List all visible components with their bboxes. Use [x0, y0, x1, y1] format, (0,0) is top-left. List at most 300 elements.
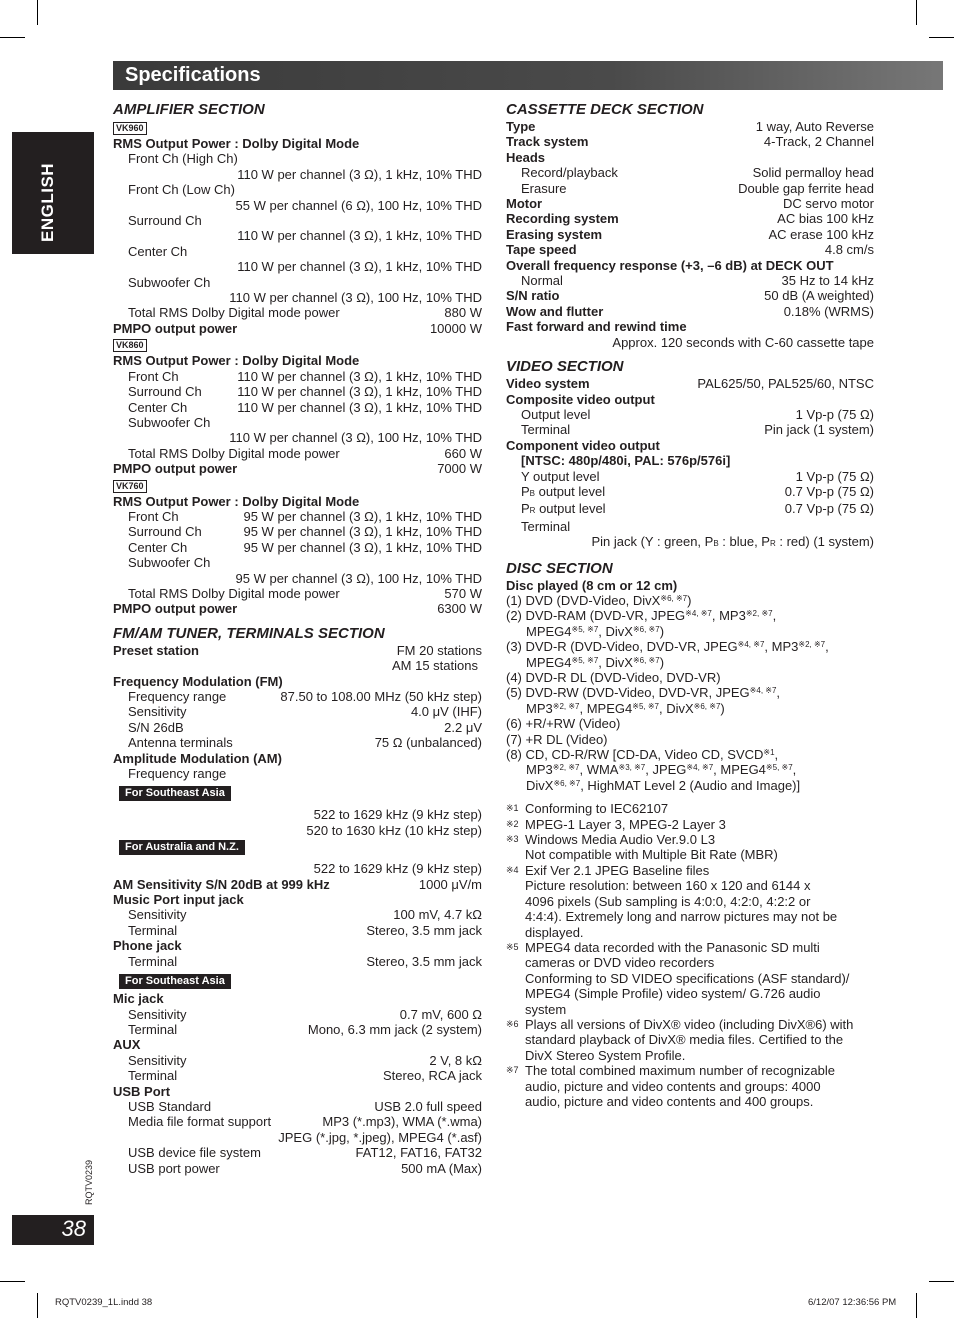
crop-mark [929, 1281, 954, 1282]
footnote-ref: ※5, ※7 [571, 655, 599, 665]
disc-text: MP3 [526, 700, 553, 716]
spec-label: Output level [521, 406, 591, 422]
footnote-line: MPEG4 (Simple Profile) video system/ G.726 audio [525, 986, 821, 1002]
spec-label: Terminal [128, 1021, 178, 1037]
disc-text: , WMA [579, 762, 619, 778]
spec-row [113, 1053, 482, 1068]
footnote-mark: ※4 [506, 864, 519, 875]
spec-label: Frequency range [128, 689, 227, 704]
spec-row [113, 1007, 482, 1022]
spec-row [113, 446, 482, 461]
footnote-line: 4096 pixels (Sub sampling is 4:0:0, 4:2:0, 4:2:2 or [525, 893, 811, 909]
spec-label: Front Ch [128, 368, 179, 384]
spec-value: 0.7 Vp-p (75 Ω) [784, 483, 874, 499]
spec-label: Preset station [113, 642, 199, 658]
disc-item-cont: $MP3^{※2, ※7}$, $WMA^{※3, ※7}$, $JPEG^{※4, ※7}$, $MPEG4^{※5, ※7}$, [526, 762, 797, 778]
spec-row [506, 181, 874, 196]
spec-value: Double gap ferrite head [738, 180, 874, 196]
spec-label: Record/playback [521, 165, 618, 181]
disc-text: , JPEG [645, 762, 687, 778]
spec-value: PAL625/50, PAL525/60, NTSC [697, 376, 874, 392]
rms-title: RMS Output Power : Dolby Digital Mode [113, 136, 360, 151]
component-title: Component video output [506, 437, 660, 453]
footnote-line: 4:4:4). Extremely long and narrow pictures may not be [525, 909, 838, 925]
label-part: output level [535, 483, 606, 499]
spec-label: Center Ch [128, 399, 188, 415]
spec-row [506, 304, 874, 319]
spec-row [113, 540, 482, 555]
spec-value: Approx. 120 seconds with C-60 cassette tape [612, 334, 874, 350]
spec-label: Normal [521, 273, 563, 289]
spec-value: 10000 W [429, 320, 482, 336]
footnote-ref: ※4, ※7 [685, 609, 712, 619]
footnote-line: MPEG-1 Layer 3, MPEG-2 Layer 3 [525, 816, 726, 832]
spec-label: Erasure [521, 180, 567, 196]
spec-label: Center Ch [128, 539, 188, 555]
spec-row [113, 1068, 482, 1083]
spec-value: 110 W per channel (3 Ω), 100 Hz, 10% THD [229, 290, 482, 306]
footnote [506, 817, 874, 832]
spec-row [113, 907, 482, 922]
spec-value: 1 Vp-p (75 Ω) [795, 406, 874, 422]
footnote-ref: ※6, ※7 [553, 778, 581, 788]
footnote-ref: ※2, ※7 [745, 609, 773, 619]
spec-label: Sensitivity [128, 1006, 187, 1022]
aux-title: AUX [113, 1037, 141, 1053]
region-tag: For Southeast Asia [119, 974, 231, 989]
spec-row [113, 1022, 482, 1037]
footnote-line: Windows Media Audio Ver.9.0 L3 [525, 832, 716, 848]
spec-row [113, 524, 482, 539]
title-bar [113, 61, 943, 90]
value-sub: B [713, 539, 719, 549]
footnote-ref: ※4, ※7 [737, 640, 765, 650]
music-port-title: Music Port input jack [113, 892, 244, 908]
footnote-ref: ※6, ※7 [632, 655, 660, 665]
spec-label: Terminal [521, 518, 571, 534]
spec-value: 0.18% (WRMS) [783, 303, 874, 319]
crop-mark [37, 0, 38, 25]
spec-value: FAT12, FAT16, FAT32 [355, 1145, 482, 1161]
spec-label: Video system [506, 376, 590, 392]
spec-value: JPEG (*.jpg, *.jpeg), MPEG4 (*.asf) [278, 1129, 482, 1145]
spec-label: Track system [506, 134, 589, 150]
spec-value: 110 W per channel (3 Ω), 1 kHz, 10% THD [237, 166, 482, 182]
disc-item: (5) DVD-RW (DVD-Video, DVD-VR, $JPEG^{※4, ※7}$, [506, 685, 781, 701]
footnote-ref: ※6, ※7 [693, 701, 721, 711]
value-part: Pin jack (Y : green, P [591, 534, 714, 550]
footnote-ref: ※2, ※7 [798, 640, 826, 650]
disc-item: (1) DVD (DVD-Video, DivX$^{※6, ※7}$) [506, 592, 692, 608]
footnote-mark: ※6 [506, 1018, 519, 1029]
language-label: ENGLISH [38, 162, 57, 242]
spec-row [113, 735, 482, 750]
region-tag: For Southeast Asia [119, 786, 231, 801]
footnote-line: Not compatible with Multiple Bit Rate (MBR) [525, 847, 778, 863]
footnote-text [525, 832, 778, 863]
spec-label: Sensitivity [128, 704, 187, 720]
spec-label: Sensitivity [128, 1052, 187, 1068]
component-subtitle: [NTSC: 480p/480i, PAL: 576p/576i] [521, 453, 731, 469]
spec-value: 95 W per channel (3 Ω), 1 kHz, 10% THD [243, 539, 482, 555]
page-number: 38 [61, 1216, 86, 1241]
spec-label: Erasing system [506, 226, 603, 242]
spec-row [506, 407, 874, 422]
spec-label: Subwoofer Ch [128, 414, 211, 430]
disc-text: , MP3 [764, 639, 799, 655]
footnote-ref: ※4, ※7 [686, 763, 714, 773]
spec-label: PMPO output power [113, 320, 238, 336]
spec-label: Center Ch [128, 243, 188, 259]
spec-label: Subwoofer Ch [128, 274, 211, 290]
spec-label: Sensitivity [128, 907, 187, 923]
footnote-mark: ※2 [506, 818, 519, 829]
footnote-line: MPEG4 data recorded with the Panasonic SD multi [525, 939, 820, 955]
disc-text: , HighMAT Level 2 (Audio and Image)] [580, 777, 801, 793]
spec-value: 2.2 μV [444, 719, 482, 735]
spec-value: Stereo, 3.5 mm jack [366, 922, 482, 938]
spec-label: Front Ch [128, 508, 179, 524]
spec-value: 4-Track, 2 Channel [763, 134, 874, 150]
footnote-line: Plays all versions of DivX® video (including DivX®6) with [525, 1016, 854, 1032]
footnote-line: Picture resolution: between 160 x 120 and 6144 x [525, 878, 811, 894]
disc-text: , DivX [598, 623, 633, 639]
spec-label: Front Ch (Low Ch) [128, 182, 235, 198]
spec-value: 110 W per channel (3 Ω), 1 kHz, 10% THD [237, 399, 482, 415]
value-part: : red) (1 system) [775, 534, 874, 550]
spec-label: Y output level [521, 468, 600, 484]
footnote-ref: ※2, ※7 [552, 763, 580, 773]
spec-value: 87.50 to 108.00 MHz (50 kHz step) [280, 689, 482, 704]
footnote [506, 940, 874, 1017]
spec-row [506, 376, 874, 391]
mic-title: Mic jack [113, 991, 164, 1007]
spec-row [113, 400, 482, 415]
ff-title: Fast forward and rewind time [506, 319, 687, 335]
spec-value: 0.7 mV, 600 Ω [399, 1006, 482, 1022]
disc-item-cont [506, 778, 874, 793]
label-sub: R [529, 506, 536, 516]
spec-label [521, 484, 605, 501]
footnote-ref: ※5, ※7 [571, 624, 599, 634]
footnote-mark: ※3 [506, 834, 519, 845]
crop-mark [916, 1293, 917, 1318]
spec-value: 55 W per channel (6 Ω), 100 Hz, 10% THD [235, 197, 482, 213]
crop-mark [929, 37, 954, 38]
footnote-ref: ※5, ※7 [765, 763, 793, 773]
disc-text: (8) CD, CD-R/RW [CD-DA, Video CD, SVCD [506, 747, 764, 763]
rms-title: RMS Output Power : Dolby Digital Mode [113, 493, 360, 509]
disc-text: MPEG4 [526, 654, 572, 670]
footnote-text [525, 863, 837, 940]
spec-value: 6300 W [437, 601, 482, 617]
footnote-ref: ※1 [763, 748, 775, 758]
disc-played-title: Disc played (8 cm or 12 cm) [506, 577, 678, 593]
spec-value: 1 Vp-p (75 Ω) [795, 468, 874, 484]
spec-label: USB device file system [128, 1145, 261, 1161]
rms-title: RMS Output Power : Dolby Digital Mode [113, 353, 360, 369]
footnote-line: DivX Stereo System Profile. [525, 1047, 686, 1063]
value-sub: R [769, 539, 776, 549]
page-title: Specifications [125, 64, 261, 86]
left-column [113, 101, 482, 1176]
tuner-heading: FM/AM TUNER, TERMINALS SECTION [113, 624, 385, 642]
model-tag-vk960: VK960 [113, 122, 147, 135]
page-number-box [12, 1215, 94, 1245]
label-part: output level [535, 501, 606, 517]
spec-value: Pin jack (1 system) [764, 422, 874, 438]
footnote-ref: ※2, ※7 [552, 701, 580, 711]
disc-text: MP3 [526, 762, 553, 778]
spec-value: 4.8 cm/s [824, 242, 874, 258]
spec-row [506, 227, 874, 242]
spec-value: USB 2.0 full speed [374, 1098, 482, 1114]
spec-value: Mono, 6.3 mm jack (2 system) [307, 1021, 482, 1037]
footnote-line: audio, picture and video contents and 400 groups. [525, 1093, 814, 1109]
spec-label: Terminal [128, 953, 178, 969]
footnote-text [525, 1017, 853, 1063]
label-sub: B [529, 488, 536, 498]
spec-label: Terminal [128, 922, 178, 938]
spec-row [113, 954, 482, 969]
disc-item-cont: $MPEG4^{※5, ※7}$, DivX$^{※6, ※7}$) [526, 623, 665, 639]
disc-text: , MPEG4 [579, 700, 633, 716]
spec-value: 880 W [444, 305, 482, 321]
footer-right: 6/12/07 12:36:56 PM [808, 1297, 897, 1308]
disc-text: (1) DVD (DVD-Video, DivX [506, 592, 661, 608]
footnote-line: The total combined maximum number of recognizable [525, 1063, 835, 1079]
spec-row [506, 211, 874, 226]
footnote-ref: ※6, ※7 [632, 624, 660, 634]
footnote [506, 832, 874, 863]
spec-label: USB port power [128, 1160, 220, 1176]
footnote-line: standard playback of DivX® media files. Certified to the [525, 1032, 844, 1048]
phone-title: Phone jack [113, 938, 182, 954]
footnote-line: cameras or DVD video recorders [525, 955, 715, 971]
spec-value: AC erase 100 kHz [768, 226, 874, 242]
cassette-heading: CASSETTE DECK SECTION [506, 101, 704, 118]
spec-value: DC servo motor [782, 196, 874, 212]
footnote [506, 1063, 874, 1109]
spec-label: S/N ratio [506, 288, 560, 304]
video-heading: VIDEO SECTION [506, 358, 624, 376]
disc-text: , MPEG4 [713, 762, 766, 778]
region-tag: For Australia and N.Z. [119, 840, 245, 855]
spec-value: 95 W per channel (3 Ω), 100 Hz, 10% THD [235, 570, 482, 586]
spec-row [113, 1099, 482, 1114]
spec-row [113, 461, 482, 476]
disc-heading: DISC SECTION [506, 559, 613, 577]
crop-mark [916, 0, 917, 25]
footnote-mark: ※5 [506, 941, 519, 952]
disc-item: (7) +R DL (Video) [506, 731, 608, 747]
spec-label: PMPO output power [113, 601, 238, 617]
spec-row [506, 288, 874, 303]
spec-value: 570 W [444, 585, 482, 601]
spec-row [113, 704, 482, 719]
spec-row [506, 273, 874, 288]
spec-row [506, 484, 874, 501]
disc-text: (2) DVD-RAM (DVD-VR, JPEG [506, 608, 686, 624]
spec-label: Media file format support [128, 1114, 272, 1130]
footnote-ref: ※6, ※7 [660, 593, 688, 603]
usb-title: USB Port [113, 1083, 171, 1099]
spec-value: 110 W per channel (3 Ω), 1 kHz, 10% THD [237, 259, 482, 275]
spec-value: 110 W per channel (3 Ω), 100 Hz, 10% THD [229, 430, 482, 446]
language-tab [12, 132, 94, 254]
spec-label: Surround Ch [128, 213, 202, 229]
spec-value: 110 W per channel (3 Ω), 1 kHz, 10% THD [237, 368, 482, 384]
spec-row [506, 165, 874, 180]
model-tag-vk760: VK760 [113, 480, 147, 493]
spec-label: Tape speed [506, 242, 577, 258]
footnotes [506, 801, 874, 1109]
spec-value [506, 534, 874, 551]
spec-label: Motor [506, 196, 543, 212]
footnote [506, 1017, 874, 1063]
spec-row [113, 509, 482, 524]
spec-label: Surround Ch [128, 524, 202, 540]
footnote-text [525, 801, 668, 816]
disc-text: , MP3 [711, 608, 746, 624]
disc-item: (8) CD, CD-R/RW [CD-DA, Video CD, SVCD$^{※1}$, [506, 747, 779, 763]
spec-label: Antenna terminals [128, 735, 233, 751]
spec-label: USB Standard [128, 1098, 212, 1114]
spec-row [113, 923, 482, 938]
spec-label: PMPO output power [113, 461, 238, 477]
disc-text: , DivX [658, 700, 694, 716]
footnote-text [525, 1063, 835, 1109]
footnote-line: system [525, 1001, 567, 1017]
footnote-line: displayed. [525, 924, 584, 940]
label-part: P [521, 501, 530, 517]
spec-label: Total RMS Dolby Digital mode power [128, 585, 340, 601]
footnote-line: Exif Ver 2.1 JPEG Baseline files [525, 862, 710, 878]
disc-text: (3) DVD-R (DVD-Video, DVD-VR, JPEG [506, 639, 738, 655]
spec-label: Surround Ch [128, 384, 202, 400]
spec-value: 4.0 μV (IHF) [410, 704, 482, 720]
spec-row [506, 242, 874, 257]
footnote-line: audio, picture and video contents and groups: 4000 [525, 1078, 821, 1094]
spec-row [113, 321, 482, 336]
spec-value: 110 W per channel (3 Ω), 1 kHz, 10% THD [237, 384, 482, 400]
footnote-ref: ※3, ※7 [618, 763, 646, 773]
amplifier-heading: AMPLIFIER SECTION [113, 101, 265, 118]
spec-row [506, 422, 874, 437]
spec-label: AM Sensitivity S/N 20dB at 999 kHz [113, 876, 330, 892]
spec-value [113, 658, 482, 673]
spec-label: Wow and flutter [506, 303, 604, 319]
disc-item-cont: $MPEG4^{※5, ※7}$, DivX$^{※6, ※7}$) [526, 654, 665, 670]
spec-row [506, 469, 874, 484]
footnote-line: Conforming to SD VIDEO specifications (ASF standard)/ [525, 970, 850, 986]
spec-row [113, 586, 482, 601]
footnote-ref: ※4, ※7 [749, 686, 777, 696]
spec-value: 522 to 1629 kHz (9 kHz step) [313, 861, 482, 877]
spec-value: 7000 W [437, 461, 482, 477]
spec-value: 95 W per channel (3 Ω), 1 kHz, 10% THD [243, 524, 482, 540]
spec-value: 35 Hz to 14 kHz [781, 273, 874, 289]
spec-value: 500 mA (Max) [401, 1160, 482, 1176]
spec-value-am: AM 15 stations [392, 658, 478, 674]
spec-value: 520 to 1630 kHz (10 kHz step) [306, 822, 482, 838]
value-part: : blue, P [718, 534, 770, 550]
crop-mark [37, 1293, 38, 1318]
footnote-text [525, 940, 849, 1017]
crop-mark [0, 37, 25, 38]
freq-response-title: Overall frequency response (+3, –6 dB) at DECK OUT [506, 257, 834, 273]
footnote-line: Conforming to IEC62107 [525, 801, 669, 817]
spec-value: MP3 (*.mp3), WMA (*.wma) [322, 1114, 482, 1130]
disc-item-cont: $MP3^{※2, ※7}$, $MPEG4^{※5, ※7}$, DivX$^{※6, ※7}$) [526, 700, 725, 716]
spec-row [113, 369, 482, 384]
heads-title: Heads [506, 149, 546, 165]
spec-label: Front Ch (High Ch) [128, 151, 238, 167]
side-code: RQTV0239 [84, 1159, 94, 1205]
disc-item: (4) DVD-R DL (DVD-Video, DVD-VR) [506, 670, 721, 685]
spec-value: 660 W [444, 445, 482, 461]
footnote-mark: ※7 [506, 1065, 519, 1076]
label-part: P [521, 483, 530, 499]
footnote [506, 863, 874, 940]
spec-row [113, 877, 482, 892]
spec-value: 110 W per channel (3 Ω), 1 kHz, 10% THD [237, 228, 482, 244]
spec-row [506, 119, 874, 134]
spec-value: 1 way, Auto Reverse [755, 119, 874, 134]
spec-row [113, 643, 482, 658]
disc-text: (5) DVD-RW (DVD-Video, DVD-VR, JPEG [506, 685, 750, 701]
spec-value: 50 dB (A weighted) [764, 288, 874, 304]
spec-value: 1000 μV/m [418, 876, 482, 892]
spec-value: 75 Ω (unbalanced) [374, 735, 482, 751]
spec-value: AC bias 100 kHz [777, 211, 874, 227]
spec-row [113, 1145, 482, 1160]
spec-row [113, 384, 482, 399]
spec-row [506, 196, 874, 211]
disc-text: MPEG4 [526, 623, 572, 639]
model-tag-vk860: VK860 [113, 339, 147, 352]
footer-left: RQTV0239_1L.indd 38 [55, 1297, 153, 1308]
spec-row [113, 305, 482, 320]
spec-row [506, 134, 874, 149]
spec-label: Total RMS Dolby Digital mode power [128, 445, 340, 461]
footnote-mark: ※1 [506, 803, 519, 814]
spec-row [113, 1161, 482, 1176]
spec-value: Solid permalloy head [752, 165, 874, 181]
spec-value: 2 V, 8 kΩ [429, 1052, 482, 1068]
spec-value: 100 mV, 4.7 kΩ [393, 907, 482, 923]
spec-label: Subwoofer Ch [128, 555, 211, 571]
spec-label: Total RMS Dolby Digital mode power [128, 305, 340, 321]
spec-value: 522 to 1629 kHz (9 kHz step) [313, 807, 482, 823]
composite-title: Composite video output [506, 391, 655, 407]
spec-value: FM 20 stations [396, 642, 482, 658]
disc-item: (2) DVD-RAM (DVD-VR, $JPEG^{※4, ※7}$, $MP3^{※2, ※7}$, [506, 608, 777, 624]
spec-label: Type [506, 119, 536, 134]
spec-label: Terminal [521, 422, 571, 438]
fm-title: Frequency Modulation (FM) [113, 673, 283, 689]
spec-label [521, 501, 606, 518]
crop-mark [0, 1281, 25, 1282]
spec-label: Terminal [128, 1068, 178, 1084]
spec-value: 95 W per channel (3 Ω), 1 kHz, 10% THD [243, 508, 482, 524]
footnote-text [525, 817, 726, 832]
spec-label: Recording system [506, 211, 619, 227]
spec-value: Stereo, RCA jack [383, 1068, 482, 1084]
spec-row [113, 1114, 482, 1129]
disc-item: (3) DVD-R (DVD-Video, DVD-VR, $JPEG^{※4, ※7}$, $MP3^{※2, ※7}$, [506, 639, 829, 655]
spec-label: Frequency range [128, 766, 227, 782]
